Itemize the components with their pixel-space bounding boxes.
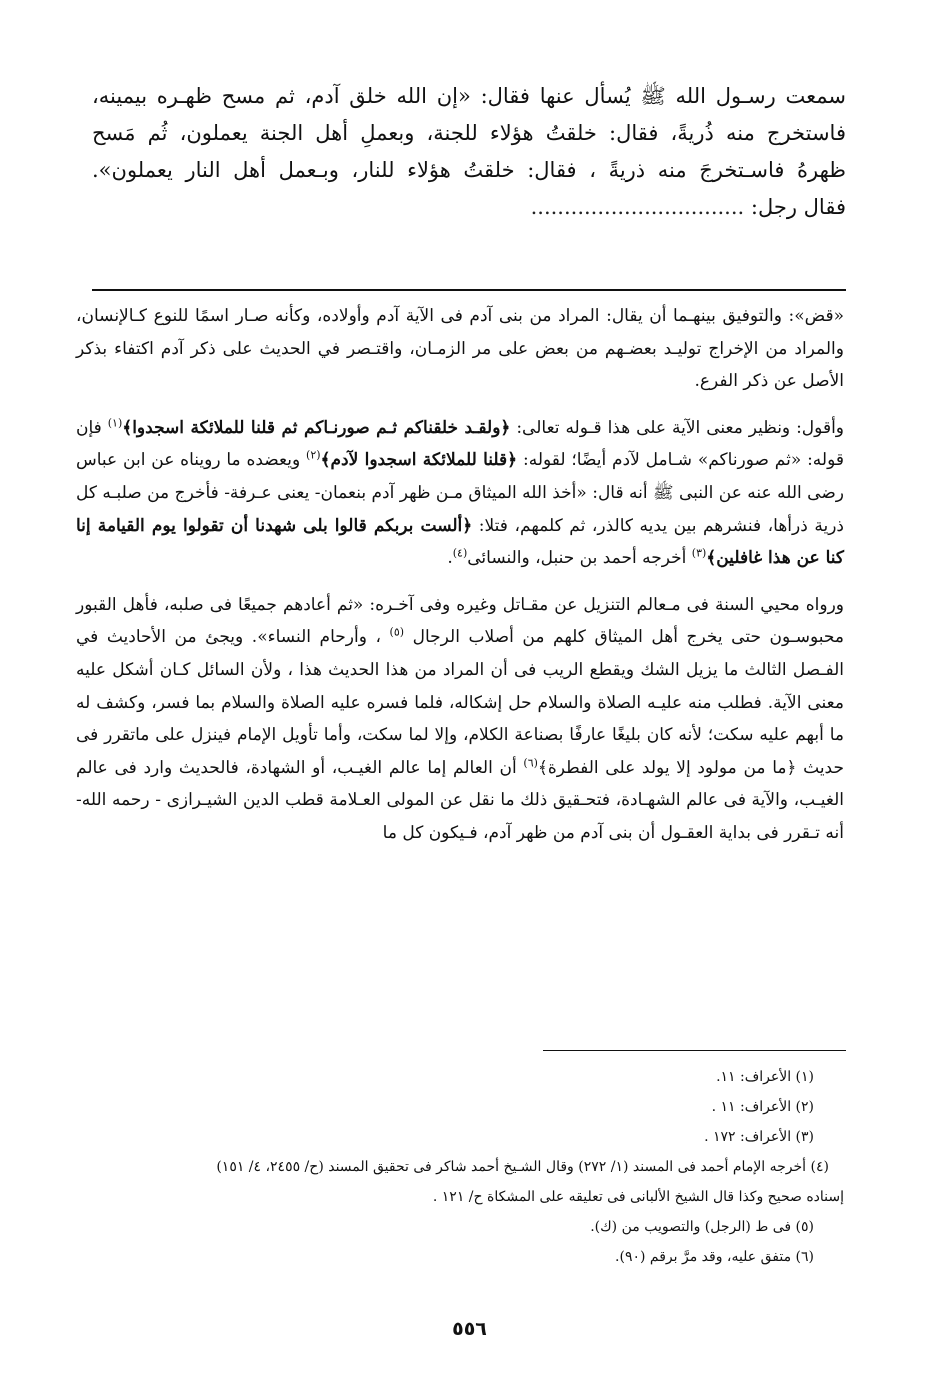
- footnote-ref-5: (٥): [389, 625, 405, 639]
- p3-text-b: ، وأرحام النساء». ويجئ من الأحاديث في الفـصل الثالث ما يزيل الشك ويقطع الريب فى أن المراد من هذا الحديث هذا ، ولأن السائل كـان أشكل عليه معنى الآية. فطلب منه عليـه الصلاة والسلام حل إشكاله، فلما فسره عليه الصلاة والسلام بما فسر، وكشف له ما أبهم عليه سكت؛ لأنه كان بليغًا عارفًا بصناعة الكلام، وإلا لما سكت، وأما تأويل الإمام فينزل على ماتقرر فى حديث ﴿ما من مولود إلا يولد على الفطرة﴾: [76, 627, 844, 778]
- footnote-4: (٤) أخرجه الإمام أحمد فى المسند (١/ ٢٧٢) وقال الشـيخ أحمد شاكر فى تحقيق المسند (ح/ ٢٤٥٥، ٤/ ١٥١): [216, 1159, 829, 1175]
- footnote-ref-3: (٣): [691, 546, 707, 560]
- p2-quran-quote-3: ﴿ألست بربكم قالوا بلى شهدنا أن تقولوا يوم القيامة إنا كنا عن هذا غافلين﴾: [76, 515, 844, 569]
- p2-text-d: أخرجه أحمد بن حنبل، والنسائى: [467, 548, 692, 569]
- footnote-ref-6: (٦): [523, 756, 538, 770]
- hadith-line-2: فاستخرج منه ذُريةً، فقال: خلقتُ هؤلاء للجنة، وبعملِ أهل الجنة يعملون، ثُم مَسح: [92, 121, 846, 145]
- commentary-paragraph-3: [76, 589, 844, 850]
- main-divider-rule: [92, 289, 846, 291]
- footnote-3: (٣) الأعراف: ١٧٢ .: [704, 1129, 814, 1145]
- footnote-1: (١) الأعراف: ١١.: [716, 1069, 814, 1085]
- commentary-paragraph-1: «قض»: والتوفيق بينهـما أن يقال: المراد من بنى آدم فى الآية آدم وأولاده، وكأنه صـار اسمًا للنوع كـالإنسان، والمراد من الإخراج توليـد بعضـهم من بعض على مر الزمـان، واقتـصر في الحديث على ذكر آدم اكتفاء بذكر الأصل عن ذكر الفرع.: [76, 306, 844, 392]
- p2-text-c: ويعضده ما رويناه عن ابن عباس رضى الله عنه عن النبى ﷺ أنه قال: «أخذ الله الميثاق مـن ظهر آدم بنعمان- يعنى عـرفة- فأخرج من صلبـه كل ذرية ذرأها، فنشرهم بين يديه كالذر، ثم كلمهم، فتلا:: [76, 450, 844, 536]
- hadith-line-4-dots: ................................: [530, 195, 745, 219]
- footnotes-divider-rule: [543, 1050, 846, 1051]
- footnote-ref-4: (٤): [452, 546, 468, 560]
- p3-text-a: ورواه محيي السنة فى مـعالم التنزيل عن مقـاتل وغيره وفى آخـره: «ثم أعادهم جميعًا فى صلبه، فأهل القبور محبوسـون حتى يخرج أهل الميثاق كلهم من أصلاب الرجال: [76, 594, 845, 648]
- p2-quran-quote-1: ﴿ولقـد خلقناكم ثـم صورنـاكم ثم قلنا للملائكة اسجدوا﴾: [122, 417, 511, 438]
- p2-text-b: فإن قوله: «ثم صورناكم» شـامل لآدم أيضًا؛ لقوله:: [76, 417, 845, 471]
- footnote-6: (٦) متفق عليه، وقد مرَّ برقم (٩٠).: [615, 1249, 814, 1265]
- footnote-2: (٢) الأعراف: ١١ .: [711, 1099, 814, 1115]
- hadith-text-block: [92, 78, 846, 226]
- p2-text-a: وأقول: ونظير معنى الآية على هذا قـوله تعالى:: [510, 417, 844, 438]
- p3-text-c: أن العالم إما عالم الغيـب، أو الشهادة، فالحديث وارد فى عالم الغيـب، والآية فى عالم الشهـادة، فتحـقيق ذلك ما نقل عن المولى العـلامة قطب الدين الشيـرازى - رحمه الله- أنه تـقرر فى بداية العقـول أن بنى آدم من ظهر آدم، فـيكون كل ما: [76, 757, 844, 843]
- footnote-ref-2: (٢): [306, 448, 321, 462]
- p2-text-e: .: [447, 548, 453, 569]
- footnote-ref-1: (١): [107, 416, 123, 430]
- footnote-4-continuation: إسناده صحيح وكذا قال الشيخ الألبانى فى تعليقه على المشكاة ح/ ١٢١ .: [432, 1189, 844, 1205]
- footnote-5: (٥) فى ط (الرجل) والتصويب من (ك).: [590, 1219, 814, 1235]
- page-number: ٥٥٦: [452, 1318, 487, 1340]
- commentary-paragraph-2: [76, 412, 844, 575]
- hadith-line-1: سمعت رسـول الله ﷺ يُسأل عنها فقال: «إن الله خلق آدم، ثم مسح ظهـره بيمينه،: [92, 84, 846, 108]
- p2-quran-quote-2: ﴿قلنا للملائكة اسجدوا لآدم﴾: [320, 450, 518, 471]
- hadith-line-4: [92, 189, 846, 226]
- hadith-line-3: ظهرهُ فاسـتخرجَ منه ذريةً ، فقال: خلقتُ هؤلاء للنار، وبـعمل أهل النار يعملون».: [92, 158, 846, 182]
- footnotes-block: [76, 1062, 844, 1272]
- hadith-line-4-label: فقال رجل:: [750, 195, 846, 219]
- commentary-block: [76, 300, 844, 864]
